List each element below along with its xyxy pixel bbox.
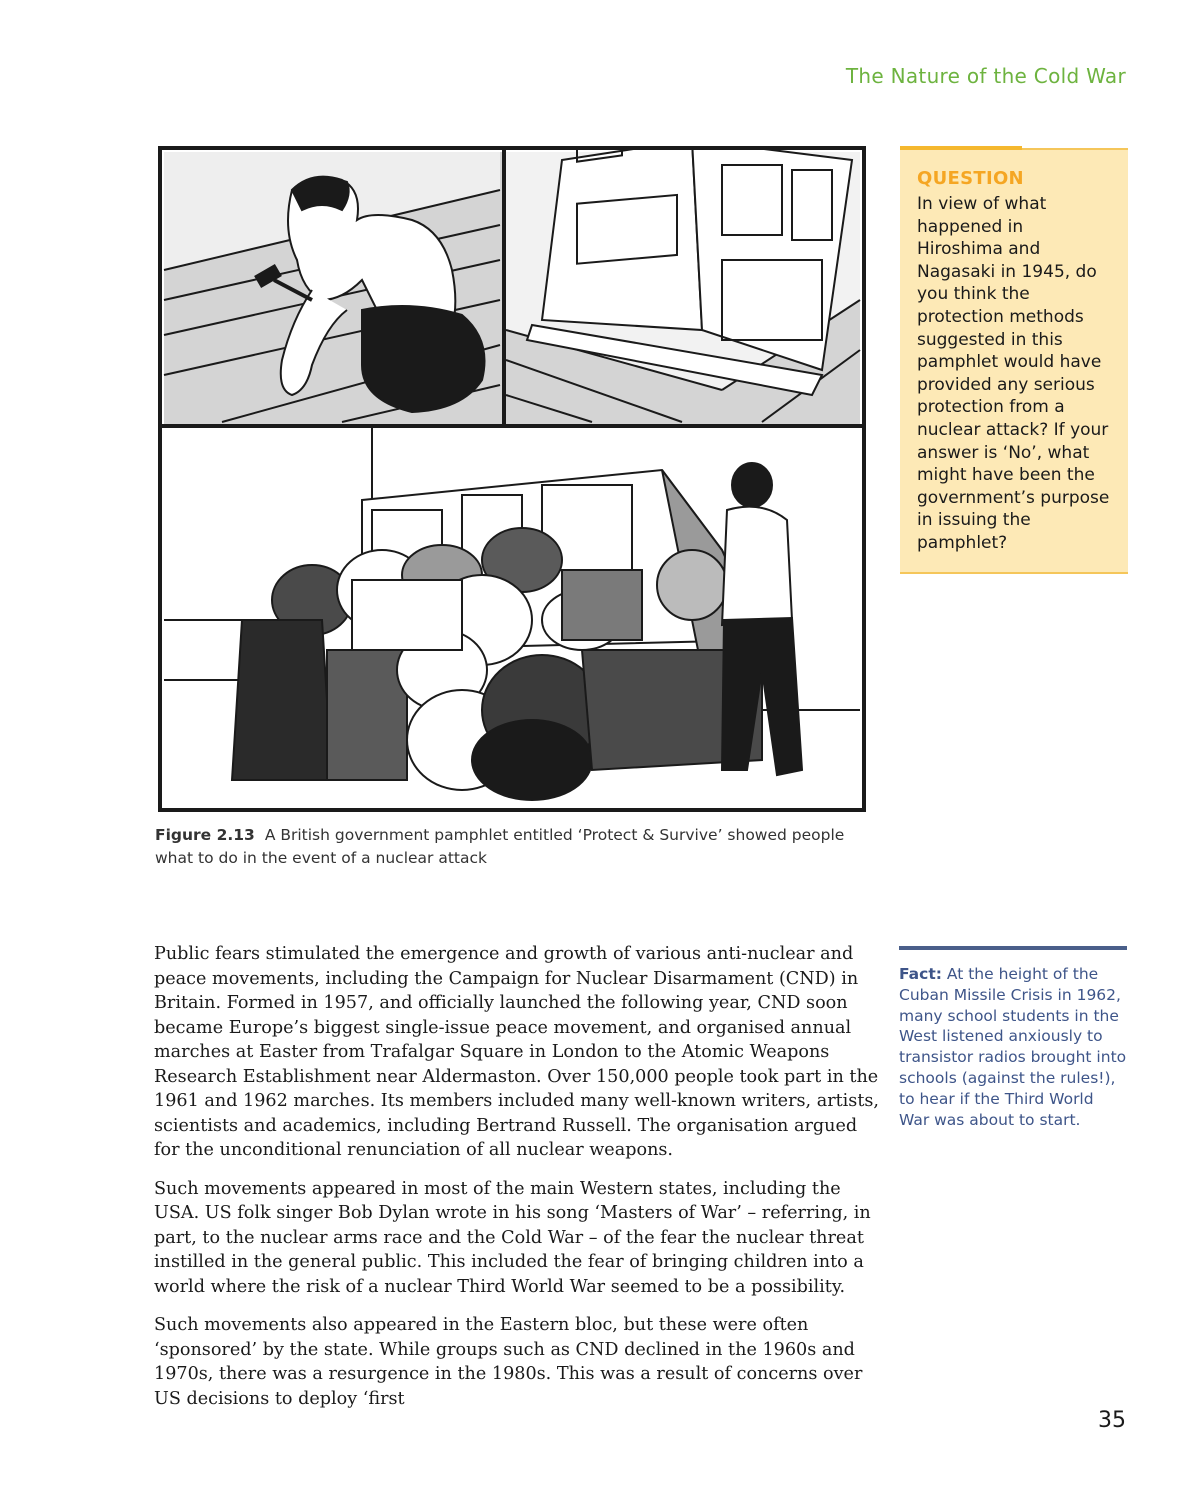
figure-illustration (158, 146, 866, 812)
question-box (900, 148, 1128, 574)
fact-box (899, 946, 1127, 1130)
figure-label: Figure 2.13 (155, 826, 255, 844)
fact-text: At the height of the Cuban Missile Crisis in 1962, many school students in the West listened anxiously to transistor radios brought into schools (against the rules!), to hear if the Third World War was about to start. (899, 965, 1127, 1129)
fact-label: Fact: (899, 965, 942, 983)
body-paragraph: Public fears stimulated the emergence and growth of various anti-nuclear and peace movements, including the Campaign for Nuclear Disarmament (CND) in Britain. Formed in 1957, and officially launched the following year, CND soon became Europe’s biggest single-issue peace movement, and organised annual marches at Easter from Trafalgar Square in London to the Atomic Weapons Research Establishment near Aldermaston. Over 150,000 people took part in the 1961 and 1962 marches. Its members included many well-known writers, artists, scientists and academics, including Bertrand Russell. The organisation argued for the unconditional renunciation of all nuclear weapons. (154, 944, 880, 1160)
question-text: In view of what happened in Hiroshima and Nagasaki in 1945, do you think the protection methods suggested in this pamphlet would have provided any serious protection from a nuclear attack? If your answer is ‘No’, what might have been the government’s purpose in issuing the pamphlet? (917, 194, 1110, 553)
panel-building-shelter (164, 428, 860, 806)
question-tab (900, 146, 1022, 150)
panel-man-hammering (164, 152, 502, 424)
body-paragraph: Such movements appeared in most of the main Western states, including the USA. US folk singer Bob Dylan wrote in his song ‘Masters of War’ – referring, in part, to the nuclear arms race and the Cold War – of the fear the nuclear threat instilled in the general public. This included the fear of bringing children into a world where the risk of a nuclear Third World War seemed to be a possibility. (154, 1178, 871, 1297)
question-title: QUESTION (917, 168, 1024, 189)
figure-caption (155, 824, 875, 870)
panel-doors-leaning (506, 150, 860, 424)
body-text (154, 942, 880, 1425)
body-paragraph: Such movements also appeared in the Eastern bloc, but these were often ‘sponsored’ by the state. While groups such as CND declined in the 1960s and 1970s, there was a resurgence in the 1980s. This was a result of concerns over US decisions to deploy ‘first (154, 1315, 863, 1409)
page-number: 35 (1098, 1408, 1126, 1433)
figure-caption-text: A British government pamphlet entitled ‘Protect & Survive’ showed people what to do in the event of a nuclear attack (155, 826, 845, 867)
running-head: The Nature of the Cold War (845, 64, 1126, 88)
